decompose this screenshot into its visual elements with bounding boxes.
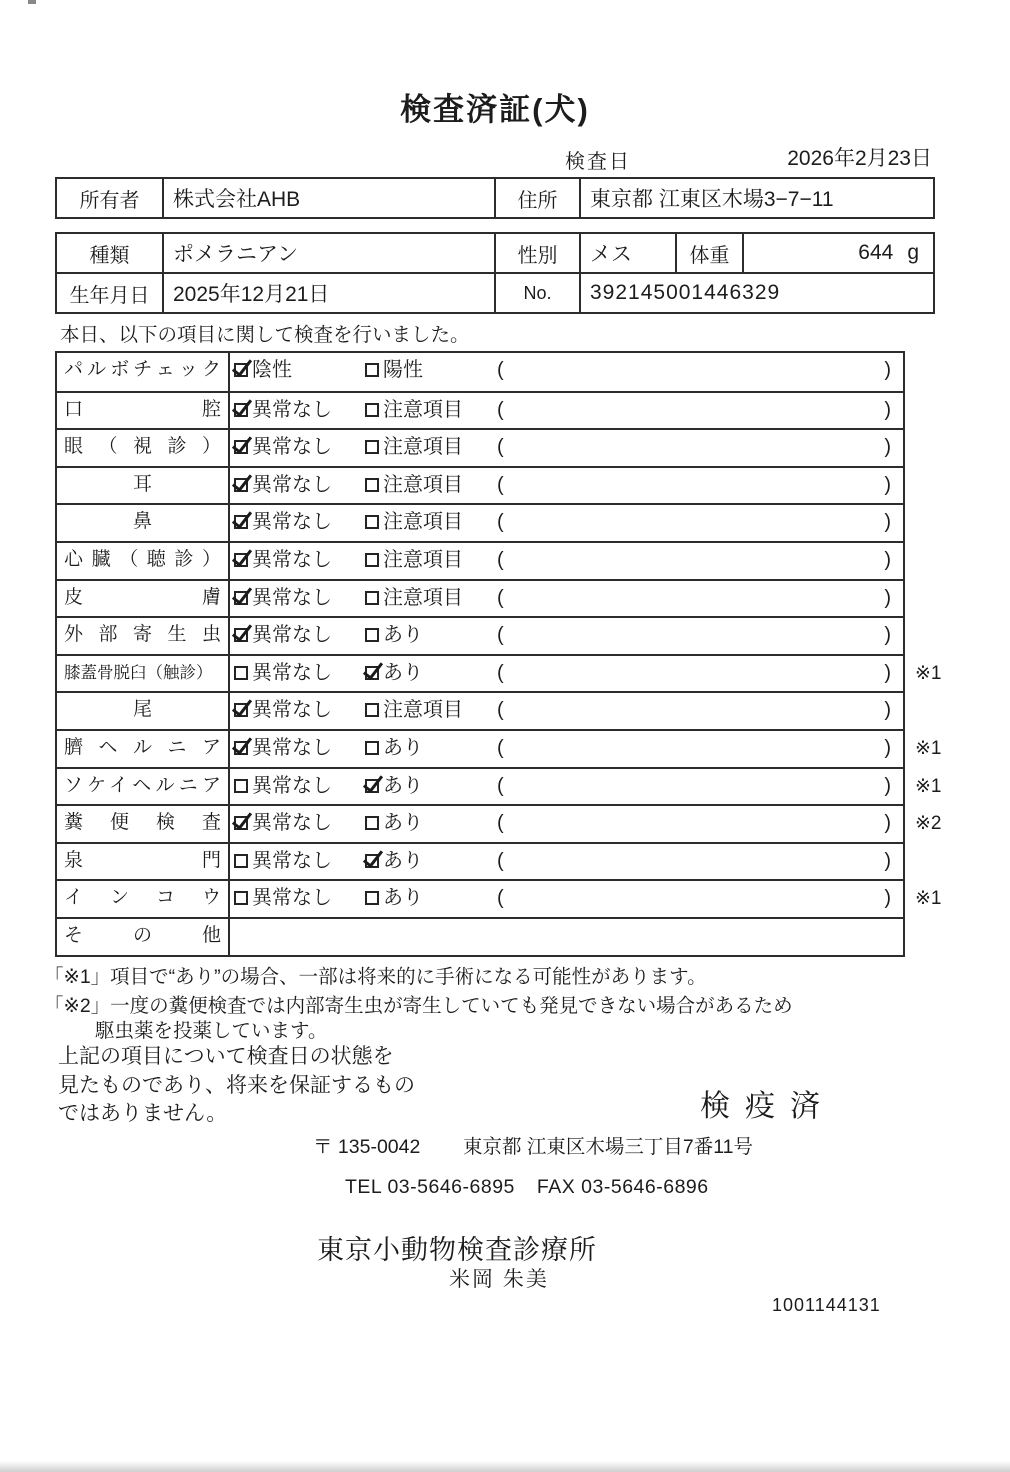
paren-open: ( [497, 661, 504, 684]
option-left [234, 656, 332, 690]
exam-row-umbilical-hernia [57, 729, 942, 767]
paren-close: ) [884, 661, 891, 684]
checkbox [234, 440, 248, 454]
scan-edge-shadow [0, 1461, 1010, 1472]
option-right [365, 881, 423, 915]
paren-open: ( [497, 887, 504, 910]
exam-item-label: 眼（視診） [57, 430, 230, 466]
option-left [234, 693, 332, 727]
checkbox [234, 891, 248, 905]
checkbox [234, 703, 248, 717]
exam-row-inguinal-hernia [57, 767, 942, 805]
exam-row-fecal-exam [57, 804, 942, 842]
option-right [365, 468, 463, 502]
exam-row-content [230, 353, 903, 391]
paren-close: ) [884, 624, 891, 647]
weight-number: 644 [858, 241, 894, 264]
option-right-label: あり [383, 812, 423, 835]
exam-item-label: 外部寄生虫 [57, 618, 230, 654]
option-right-label: 注意項目 [383, 548, 463, 571]
paren-close: ) [884, 774, 891, 797]
option-left-label: 異常なし [252, 624, 332, 647]
weight-label: 体重 [675, 234, 742, 272]
exam-row-tail [57, 691, 903, 729]
inspection-date-value: 2026年2月23日 [787, 147, 932, 170]
paren-open: ( [497, 774, 504, 797]
paren-close: ) [884, 887, 891, 910]
exam-row-content [230, 430, 903, 466]
option-right-label: 注意項目 [383, 511, 463, 534]
checkbox [234, 515, 248, 529]
disclaimer-line: ではありません。 [58, 1102, 228, 1125]
paren-open: ( [497, 436, 504, 459]
paren-close: ) [884, 398, 891, 421]
checkbox [365, 403, 379, 417]
option-left [234, 731, 332, 765]
checkbox [365, 440, 379, 454]
paren-close: ) [884, 473, 891, 496]
option-left [234, 543, 332, 577]
fax-number: FAX 03-5646-6896 [536, 1176, 709, 1198]
option-right-label: あり [383, 736, 423, 759]
option-right [365, 806, 423, 840]
option-right-label: あり [383, 774, 423, 797]
option-left [234, 806, 332, 840]
option-right-label: 注意項目 [383, 473, 463, 496]
exam-row-content [230, 393, 903, 429]
option-left [234, 844, 332, 878]
exam-row-content [230, 693, 903, 729]
exam-row-heart [57, 541, 903, 579]
owner-label: 所有者 [79, 189, 140, 212]
exam-row-content [230, 844, 903, 880]
row-note: ※1 [915, 662, 942, 684]
exam-row-skin [57, 579, 903, 617]
exam-row-ears [57, 466, 903, 504]
option-left [234, 769, 332, 803]
exam-intro-text: 本日、以下の項目に関して検査を行いました。 [60, 324, 470, 346]
inspection-date-label: 検査日 [565, 151, 631, 173]
option-right [365, 543, 463, 577]
option-left [234, 468, 332, 502]
exam-item-label: 耳 [57, 468, 230, 504]
checkbox [365, 553, 379, 567]
exam-row-content [230, 468, 903, 504]
owner-row [57, 179, 933, 217]
exam-item-label: ソケイヘルニア [57, 769, 230, 805]
sex-value: メス [579, 234, 675, 272]
option-right-label: あり [383, 849, 423, 872]
option-left-label: 異常なし [252, 548, 332, 571]
paren-open: ( [497, 586, 504, 609]
option-left-label: 陰性 [252, 359, 292, 381]
exam-item-label: 口腔 [57, 393, 230, 429]
exam-row-patella [57, 654, 942, 692]
disclaimer-line: 見たものであり、将来を保証するもの [58, 1073, 415, 1097]
exam-item-label: その他 [57, 919, 230, 955]
exam-table [55, 351, 942, 957]
checkbox [234, 478, 248, 492]
checkbox [234, 363, 248, 377]
option-right [365, 731, 423, 765]
paren-close: ) [884, 511, 891, 534]
option-left-label: 異常なし [252, 661, 332, 684]
option-left [234, 881, 332, 915]
serial-number: 1001144131 [772, 1295, 881, 1315]
checkbox [365, 515, 379, 529]
option-right [365, 769, 423, 803]
sex-label: 性別 [494, 234, 579, 272]
row-note: ※1 [915, 775, 942, 797]
address-value: 東京都 江東区木場3−7−11 [579, 179, 933, 217]
paren-close: ) [884, 849, 891, 872]
option-left-label: 異常なし [252, 436, 332, 459]
option-left [234, 393, 332, 427]
checkbox [365, 854, 379, 868]
address-label: 住所 [494, 179, 579, 217]
exam-item-label: パルボチェック [57, 353, 230, 391]
option-left [234, 581, 332, 615]
exam-row-parvo [57, 353, 903, 391]
birthdate-value: 2025年12月21日 [162, 274, 494, 312]
option-right-label: 注意項目 [383, 398, 463, 421]
exam-row-other [57, 917, 903, 955]
option-right [365, 618, 423, 652]
scan-artifact [28, 0, 36, 4]
option-left [234, 618, 332, 652]
paren-close: ) [884, 359, 891, 381]
animal-info-table [55, 232, 935, 314]
option-left-label: 異常なし [252, 849, 332, 872]
exam-row-fontanelle [57, 842, 903, 880]
option-right-label: あり [383, 887, 423, 910]
footnote-2-line1: 「※2」一度の糞便検査では内部寄生虫が寄生していても発見できない場合があるため [44, 995, 793, 1017]
exam-item-label: インコウ [57, 881, 230, 917]
option-right [365, 393, 463, 427]
quarantine-stamp: 検疫済 [700, 1090, 835, 1123]
option-left [234, 430, 332, 464]
birthdate-row [57, 272, 933, 312]
option-left-label: 異常なし [252, 699, 332, 722]
exam-item-label: 心臓（聴診） [57, 543, 230, 579]
footnote-1: 「※1」項目で“あり”の場合、一部は将来的に手術になる可能性があります。 [44, 966, 707, 988]
checkbox [234, 816, 248, 830]
checkbox [234, 403, 248, 417]
checkbox [234, 591, 248, 605]
paren-open: ( [497, 699, 504, 722]
row-note: ※1 [915, 888, 942, 910]
paren-open: ( [497, 398, 504, 421]
checkbox [365, 628, 379, 642]
weight-value [742, 234, 933, 272]
no-value: 392145001446329 [579, 274, 933, 312]
checkbox [365, 741, 379, 755]
clinic-address: 東京都 江東区木場三丁目7番11号 [463, 1136, 754, 1158]
checkbox [365, 816, 379, 830]
paren-close: ) [884, 586, 891, 609]
paren-open: ( [497, 812, 504, 835]
option-left-label: 異常なし [252, 887, 332, 910]
paren-open: ( [497, 736, 504, 759]
birthdate-label: 生年月日 [69, 284, 150, 307]
exam-row-nose [57, 503, 903, 541]
exam-row-content [230, 656, 903, 692]
option-left-label: 異常なし [252, 812, 332, 835]
option-right-label: あり [383, 624, 423, 647]
option-right [365, 693, 463, 727]
checkbox [365, 779, 379, 793]
row-note: ※1 [915, 737, 942, 759]
breed-row [57, 234, 933, 272]
option-left [234, 353, 292, 387]
checkbox [234, 779, 248, 793]
option-left-label: 異常なし [252, 736, 332, 759]
checkbox [365, 703, 379, 717]
exam-row-eyes [57, 428, 903, 466]
no-label: No. [494, 274, 579, 312]
exam-row-content [230, 881, 903, 917]
paren-close: ) [884, 436, 891, 459]
tel-fax-line [345, 1176, 709, 1199]
breed-value: ポメラニアン [162, 234, 494, 272]
exam-item-label: 臍ヘルニア [57, 731, 230, 767]
exam-row-content [230, 769, 903, 805]
option-right-label: 注意項目 [383, 699, 463, 722]
option-right [365, 505, 463, 539]
option-left-label: 異常なし [252, 774, 332, 797]
checkbox [365, 666, 379, 680]
checkbox [365, 478, 379, 492]
exam-row-mouth [57, 391, 903, 429]
disclaimer-text [58, 1043, 415, 1129]
footnote-2-line2: 駆虫薬を投薬しています。 [95, 1020, 328, 1042]
checkbox [234, 553, 248, 567]
paren-open: ( [497, 359, 504, 381]
exam-item-label: 鼻 [57, 505, 230, 541]
option-right [365, 353, 423, 387]
option-right-label: 陽性 [383, 359, 423, 381]
exam-row-cryptorchidism [57, 879, 942, 917]
paren-open: ( [497, 511, 504, 534]
exam-row-content [230, 919, 903, 955]
owner-value: 株式会社AHB [162, 179, 494, 217]
checkbox [234, 854, 248, 868]
option-left-label: 異常なし [252, 398, 332, 421]
checkbox [365, 363, 379, 377]
breed-label: 種類 [89, 244, 130, 267]
page-title: 検査済証(犬) [400, 92, 590, 127]
option-left [234, 505, 332, 539]
exam-item-label: 膝蓋骨脱臼（触診） [57, 656, 230, 692]
postal-code: 〒 135-0042 [313, 1136, 421, 1158]
option-right [365, 656, 423, 690]
paren-open: ( [497, 624, 504, 647]
option-left-label: 異常なし [252, 511, 332, 534]
exam-item-label: 皮膚 [57, 581, 230, 617]
exam-item-label: 泉門 [57, 844, 230, 880]
exam-row-content [230, 806, 903, 842]
option-right-label: 注意項目 [383, 436, 463, 459]
disclaimer-line: 上記の項目について検査日の状態を [58, 1045, 394, 1068]
checkbox [365, 591, 379, 605]
checkbox [234, 628, 248, 642]
paren-close: ) [884, 736, 891, 759]
paren-close: ) [884, 699, 891, 722]
owner-table [55, 177, 935, 219]
checkbox [234, 666, 248, 680]
row-note: ※2 [915, 813, 942, 835]
veterinarian-name: 米岡 朱美 [449, 1268, 549, 1291]
paren-close: ) [884, 812, 891, 835]
exam-row-content [230, 581, 903, 617]
paren-close: ) [884, 548, 891, 571]
exam-row-external-parasites [57, 616, 903, 654]
option-right-label: 注意項目 [383, 586, 463, 609]
exam-row-content [230, 505, 903, 541]
tel-number: TEL 03-5646-6895 [345, 1176, 515, 1198]
exam-row-content [230, 543, 903, 579]
weight-unit: g [907, 241, 919, 264]
option-right-label: あり [383, 661, 423, 684]
paren-open: ( [497, 473, 504, 496]
paren-open: ( [497, 849, 504, 872]
clinic-name: 東京小動物検査診療所 [317, 1235, 597, 1265]
paren-open: ( [497, 548, 504, 571]
option-left-label: 異常なし [252, 586, 332, 609]
option-right [365, 844, 423, 878]
exam-row-content [230, 618, 903, 654]
exam-item-label: 糞便検査 [57, 806, 230, 842]
exam-item-label: 尾 [57, 693, 230, 729]
option-right [365, 581, 463, 615]
option-left-label: 異常なし [252, 473, 332, 496]
checkbox [234, 741, 248, 755]
exam-row-content [230, 731, 903, 767]
checkbox [365, 891, 379, 905]
option-right [365, 430, 463, 464]
